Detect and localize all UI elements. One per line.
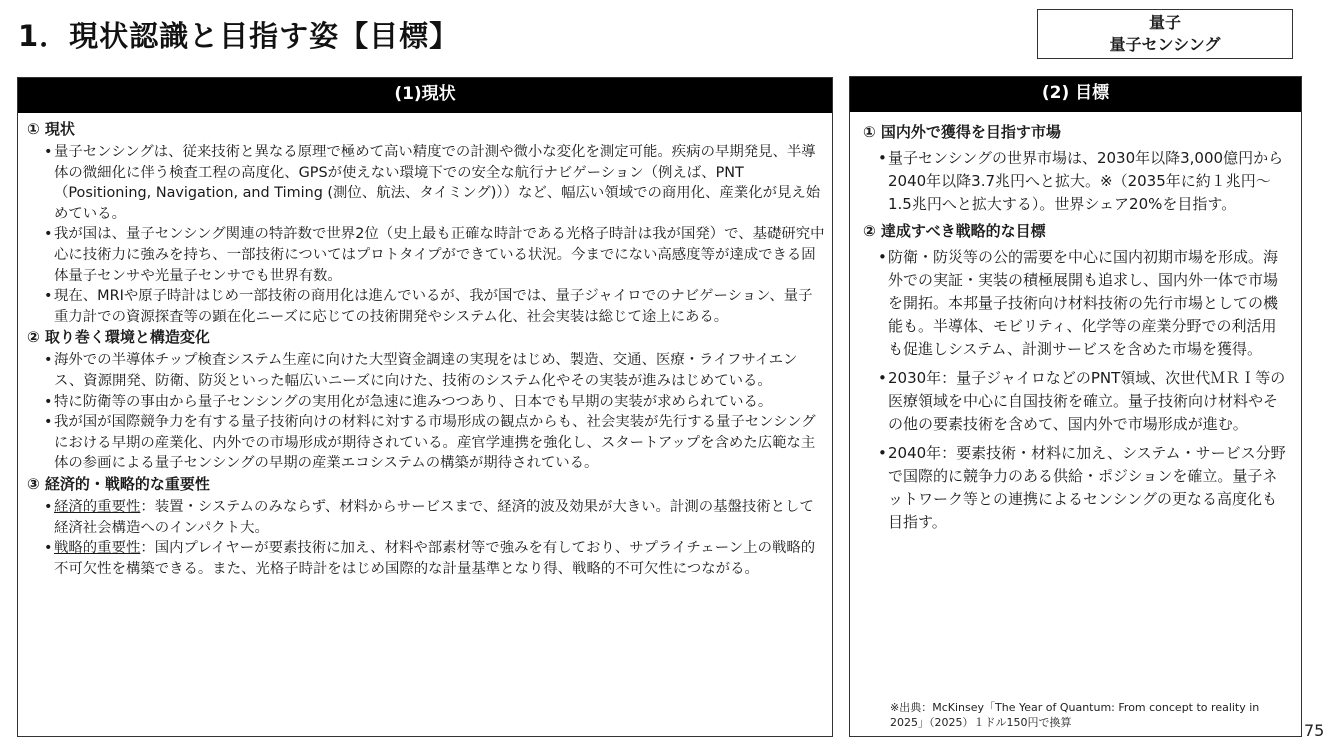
underlined-term: 戦略的重要性 <box>54 540 141 557</box>
goals-content <box>850 112 1301 534</box>
section-title: ③ 経済的・戦略的な重要性 <box>27 474 210 493</box>
list-item: • 我が国が国際競争力を有する量子技術向けの材料に対する市場形成の観点からも、社会実装が先行する量子センシングにおける早期の産業化、内外での市場形成が期待されている。産官学連携を強化し、スタートアップを含めた広範な主体の参画による量子センシングの早期の産業エコシステムの構築が期待されている。 <box>44 414 816 472</box>
list-item: • 現在、MRIや原子時計はじめ一部技術の商用化は進んでいるが、我が国では、量子ジャイロでのナビゲーション、量子重力計での資源探査等の顕在化ニーズに応じての技術開発やシステム化、社会実装は総じて途上にある。 <box>44 288 813 325</box>
section-title: ② 達成すべき戦略的な目標 <box>863 222 1046 240</box>
list-item: • 戦略的重要性：国内プレイヤーが要素技術に加え、材料や部素材等で強みを有しており、サプライチェーン上の戦略的不可欠性を構築できる。また、光格子時計をはじめ国際的な計量基準となり得、戦略的不可欠性につながる。 <box>44 540 816 577</box>
list-item: • 海外での半導体チップ検査システム生産に向けた大型資金調達の実現をはじめ、製造、交通、医療・ライフサイエンス、資源開発、防衛、防災といった幅広いニーズに向けた、技術のシステム化やその実装が進みはじめている。 <box>44 352 798 389</box>
category-tag-line2: 量子センシング <box>1109 35 1221 54</box>
current-status-heading: (1)現状 <box>18 78 832 113</box>
section-title: ② 取り巻く環境と構造変化 <box>27 328 210 347</box>
section-title: ① 現状 <box>27 120 75 138</box>
underlined-term: 経済的重要性 <box>54 498 141 515</box>
list-item: • 特に防衛等の事由から量子センシングの実用化が急速に進みつつあり、日本でも早期の実装が求められている。 <box>44 393 773 410</box>
list-item: • 量子センシングの世界市場は、2030年以降3,000億円から2040年以降3.7兆円へと拡大。※（2035年に約１兆円～1.5兆円へと拡大する）。世界シェア20%を目指す。 <box>878 149 1284 213</box>
list-item: • 2040年：要素技術・材料に加え、システム・サービス分野で国際的に競争力のある供給・ポジションを確立。量子ネットワーク等との連携によるセンシングの更なる高度化も目指す。 <box>878 444 1286 531</box>
list-item: • 我が国は、量子センシング関連の特許数で世界2位（史上最も正確な時計である光格子時計は我が国発）で、基礎研究中心に技術力に強みを持ち、一部技術についてはプロトタイプができている状況。今までにない高感度等が達成できる固体量子センサや光量子センサでも世界有数。 <box>44 226 825 284</box>
page-number: 75 <box>1304 721 1325 740</box>
list-item: • 量子センシングは、従来技術と異なる原理で極めて高い精度での計測や微小な変化を測定可能。疾病の早期発見、半導体の微細化に伴う検査工程の高度化、GPSが使えない環境下での安全な航行ナビゲーション（例えば、PNT（Positioning, Navigation, and Timing (測位、航法、タイミング)））など、幅広い領域での商用化、産業化が見え始めている。 <box>44 144 821 222</box>
goals-heading: (2) 目標 <box>850 77 1301 112</box>
category-tag-line1: 量子 <box>1148 13 1181 32</box>
category-tag <box>1037 9 1293 59</box>
list-item: • 防衛・防災等の公的需要を中心に国内初期市場を形成。海外での実証・実装の積極展開も追求し、国内外一体で市場を開拓。本邦量子技術向け材料技術の先行市場としての機能も。半導体、モビリティ、化学等の産業分野での利活用も促進しシステム、計測サービスを含めた市場を獲得。 <box>878 248 1279 358</box>
goals-panel <box>849 76 1302 737</box>
list-item: • 2030年：量子ジャイロなどのPNT領域、次世代ＭＲＩ等の医療領域を中心に自国技術を確立。量子技術向け材料やその他の要素技術を含めて、国内外で市場形成が進む。 <box>878 369 1286 433</box>
current-status-panel <box>17 77 833 737</box>
source-note: ※出典：McKinsey「The Year of Quantum: From concept to reality in 2025」（2025）１ドル150円で換算 <box>890 701 1260 729</box>
list-item: • 経済的重要性：装置・システムのみならず、材料からサービスまで、経済的波及効果が大きい。計測の基盤技術として経済社会構造へのインパクト大。 <box>44 498 814 536</box>
current-status-content <box>18 113 832 579</box>
page-title: 1．現状認識と目指す姿【目標】 <box>18 19 460 53</box>
section-title: ① 国内外で獲得を目指す市場 <box>863 123 1061 141</box>
